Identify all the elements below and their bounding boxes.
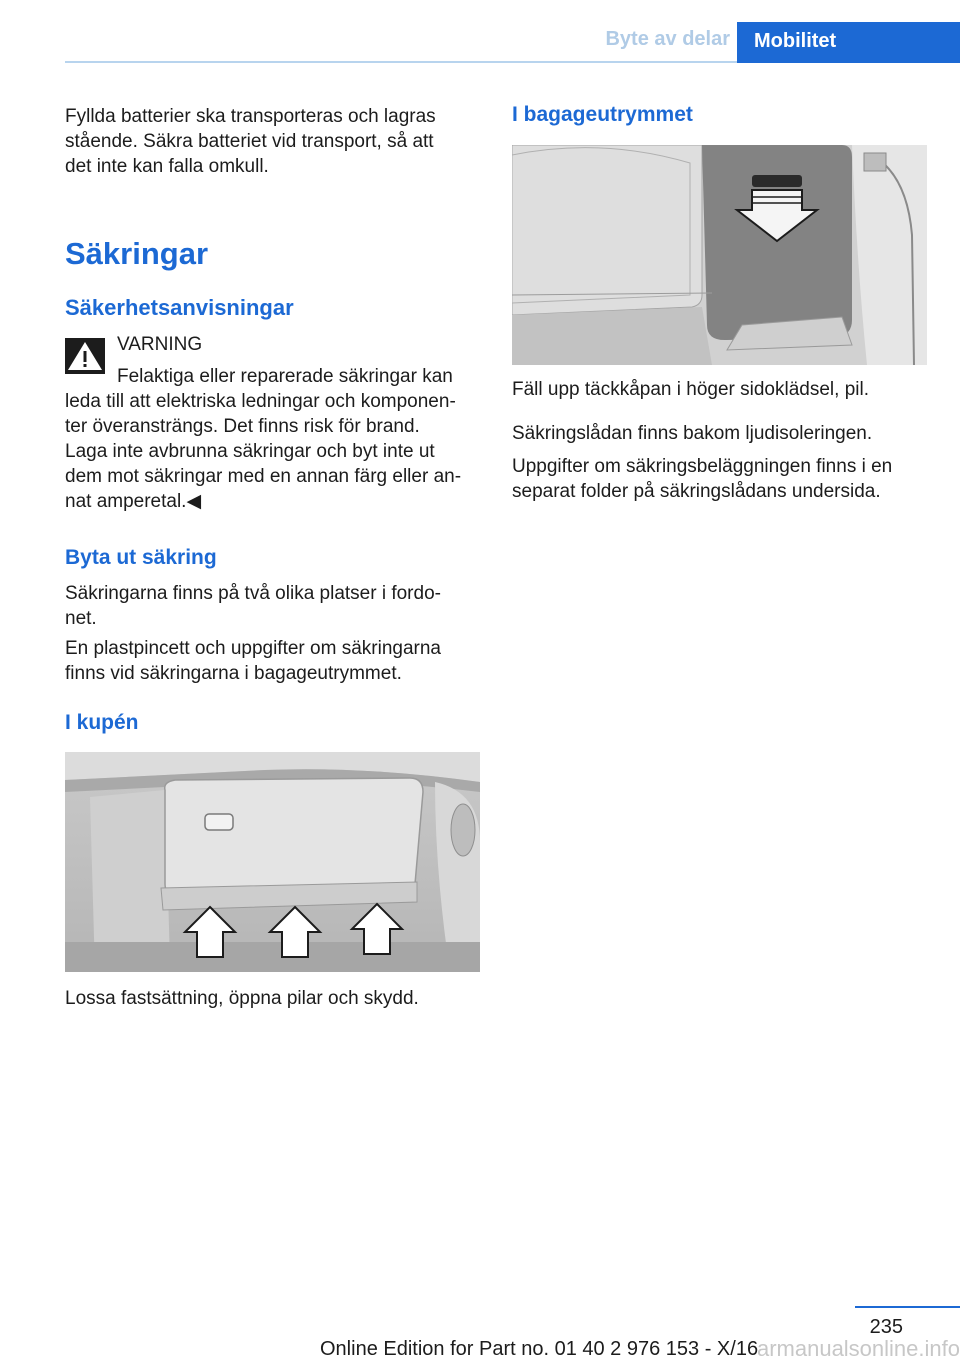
- cabin-caption: Lossa fastsättning, öppna pilar och skydd.: [65, 988, 419, 1009]
- text-line: Säkringarna finns på två olika platser i fordo‐: [65, 583, 441, 604]
- text-line: dem mot säkringar med en annan färg eller an‐: [65, 466, 462, 487]
- replace-paragraph-2: [65, 636, 485, 686]
- trunk-panel-photo: [512, 145, 927, 365]
- footer-rule: [855, 1306, 960, 1308]
- text-line: nat amperetal.◀: [65, 491, 202, 512]
- header-section-link[interactable]: Byte av delar: [605, 28, 730, 50]
- replace-paragraph-1: [65, 581, 485, 631]
- text-line: det inte kan falla omkull.: [65, 156, 269, 177]
- text-line: Uppgifter om säkringsbeläggningen finns i en: [512, 456, 893, 477]
- edition-text: Online Edition for Part no. 01 40 2 976 153 - X/16: [320, 1338, 759, 1360]
- page-number: 235: [869, 1316, 903, 1338]
- warning-text: [65, 389, 485, 514]
- header-rule: [65, 61, 737, 63]
- text-line: leda till att elektriska ledningar och komponen‐: [65, 391, 456, 412]
- heading-safety: Säkerhetsanvisningar: [65, 295, 294, 320]
- warning-triangle-icon: [65, 338, 105, 374]
- watermark-text: armanualsonline.info: [756, 1336, 960, 1361]
- trunk-paragraph-1: Fäll upp täckkåpan i höger sidoklädsel, pil.: [512, 379, 869, 400]
- text-line: finns vid säkringarna i bagageutrymmet.: [65, 663, 402, 684]
- trunk-paragraph-3: [512, 454, 932, 504]
- text-line: net.: [65, 608, 97, 629]
- warning-title: VARNING: [117, 334, 203, 355]
- trunk-paragraph-2: Säkringslådan finns bakom ljudisoleringen.: [512, 423, 873, 444]
- text-line: ter överansträngs. Det finns risk för brand.: [65, 416, 420, 437]
- cabin-glovebox-photo: [65, 752, 480, 972]
- text-line: stående. Säkra batteriet vid transport, så att: [65, 131, 434, 152]
- heading-trunk: I bagageutrymmet: [512, 103, 693, 126]
- text-line: En plastpincett och uppgifter om säkringarna: [65, 638, 441, 659]
- text-line: Fyllda batterier ska transporteras och lagras: [65, 106, 436, 127]
- text-line: separat folder på säkringslådans undersida.: [512, 481, 881, 502]
- warning-first-line: Felaktiga eller reparerade säkringar kan: [117, 366, 453, 387]
- header-chapter-tab[interactable]: Mobilitet: [737, 22, 960, 63]
- intro-paragraph: [65, 104, 485, 179]
- heading-replace-fuse: Byta ut säkring: [65, 546, 217, 569]
- heading-fuses: Säkringar: [65, 236, 209, 271]
- text-line: Laga inte avbrunna säkringar och byt inte ut: [65, 441, 435, 462]
- heading-cabin: I kupén: [65, 711, 139, 734]
